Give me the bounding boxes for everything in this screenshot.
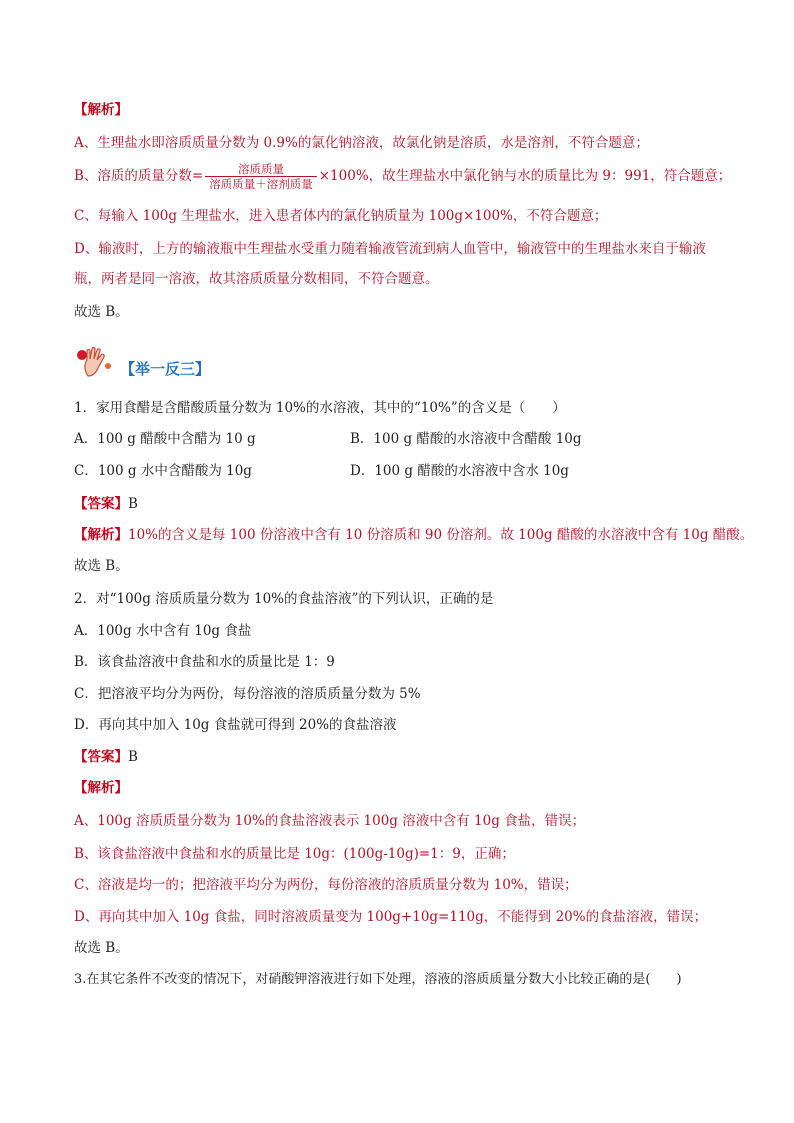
q2-analysis-d: D、再向其中加入 10g 食盐，同时溶液质量变为 100g+10g=110g，不能得到 20%的食盐溶液，错误； [74,909,708,925]
q1-answer [74,495,138,513]
q2-option-d: D．再向其中加入 10g 食盐就可得到 20%的食盐溶液 [74,717,397,733]
q2-answer [74,748,138,766]
q2-stem: 2．对“100g 溶质质量分数为 10%的食盐溶液”的下列认识，正确的是 [74,591,494,607]
q2-analysis-a: A、100g 溶质质量分数为 10%的食盐溶液表示 100g 溶液中含有 10g 食盐，错误； [74,813,586,829]
q2-answer-value: B [128,749,138,765]
q1-option-b: B．100 g 醋酸的水溶液中含醋酸 10g [350,431,582,447]
q3-stem: 3.在其它条件不改变的情况下，对硝酸钾溶液进行如下处理，溶液的溶质质量分数大小比较正确的是( ) [74,972,682,987]
q1-option-d: D．100 g 醋酸的水溶液中含水 10g [350,463,569,479]
formula-denominator: 溶质质量＋溶剂质量 [205,176,317,191]
q1-answer-value: B [128,496,138,512]
analysis-option-b [74,162,731,191]
q1-analysis-tag: 【解析】 [74,527,128,543]
analysis-option-a: A、生理盐水即溶质质量分数为 0.9%的氯化钠溶液，故氯化钠是溶质，水是溶剂，不符合题意； [74,135,649,151]
q1-stem: 1．家用食醋是含醋酸质量分数为 10%的水溶液，其中的“10%”的含义是（ ） [74,400,566,416]
q2-option-c: C．把溶液平均分为两份，每份溶液的溶质质量分数为 5% [74,686,421,702]
analysis-choice: 故选 B。 [74,304,129,320]
q2-analysis-b: B、该食盐溶液中食盐和水的质量比是 10g：(100g-10g)=1：9，正确； [74,846,515,862]
formula-suffix: ×100%，故生理盐水中氯化钠与水的质量比为 9：991，符合题意； [318,168,732,184]
analysis-option-d-line2: 瓶，两者是同一溶液，故其溶质质量分数相同，不符合题意。 [74,271,439,287]
q2-choice: 故选 B。 [74,940,129,956]
q1-choice: 故选 B。 [74,558,129,574]
formula-numerator: 溶质质量 [237,162,284,176]
q2-option-a: A．100g 水中含有 10g 食盐 [74,623,252,639]
q1-analysis [74,526,753,544]
raised-hand-icon [74,346,116,380]
q2-answer-tag: 【答案】 [74,749,128,765]
q1-answer-tag: 【答案】 [74,496,128,512]
section-header [74,346,254,380]
formula-prefix: B、溶质的质量分数= [74,168,204,184]
analysis-option-c: C、每输入 100g 生理盐水，进入患者体内的氯化钠质量为 100g×100%，不符合题意； [74,208,608,224]
analysis-option-d-line1: D、输液时，上方的输液瓶中生理盐水受重力随着输液管流到病人血管中，输液管中的生理盐水来自于输液 [74,241,706,257]
mass-fraction-formula [205,162,317,191]
section-title: 【举一反三】 [120,360,211,378]
q1-analysis-text: 10%的含义是每 100 份溶液中含有 10 份溶质和 90 份溶剂。故 100g 醋酸的水溶液中含有 10g 醋酸。 [128,527,754,543]
q2-option-b: B．该食盐溶液中食盐和水的质量比是 1：9 [74,654,335,670]
q1-option-a: A．100 g 醋酸中含醋为 10 g [74,431,256,447]
q1-option-c: C．100 g 水中含醋酸为 10g [74,463,252,479]
q2-analysis-c: C、溶液是均一的；把溶液平均分为两份，每份溶液的溶质质量分数为 10%，错误； [74,877,578,893]
analysis-tag: 【解析】 [74,102,128,118]
q2-analysis-tag: 【解析】 [74,780,128,796]
